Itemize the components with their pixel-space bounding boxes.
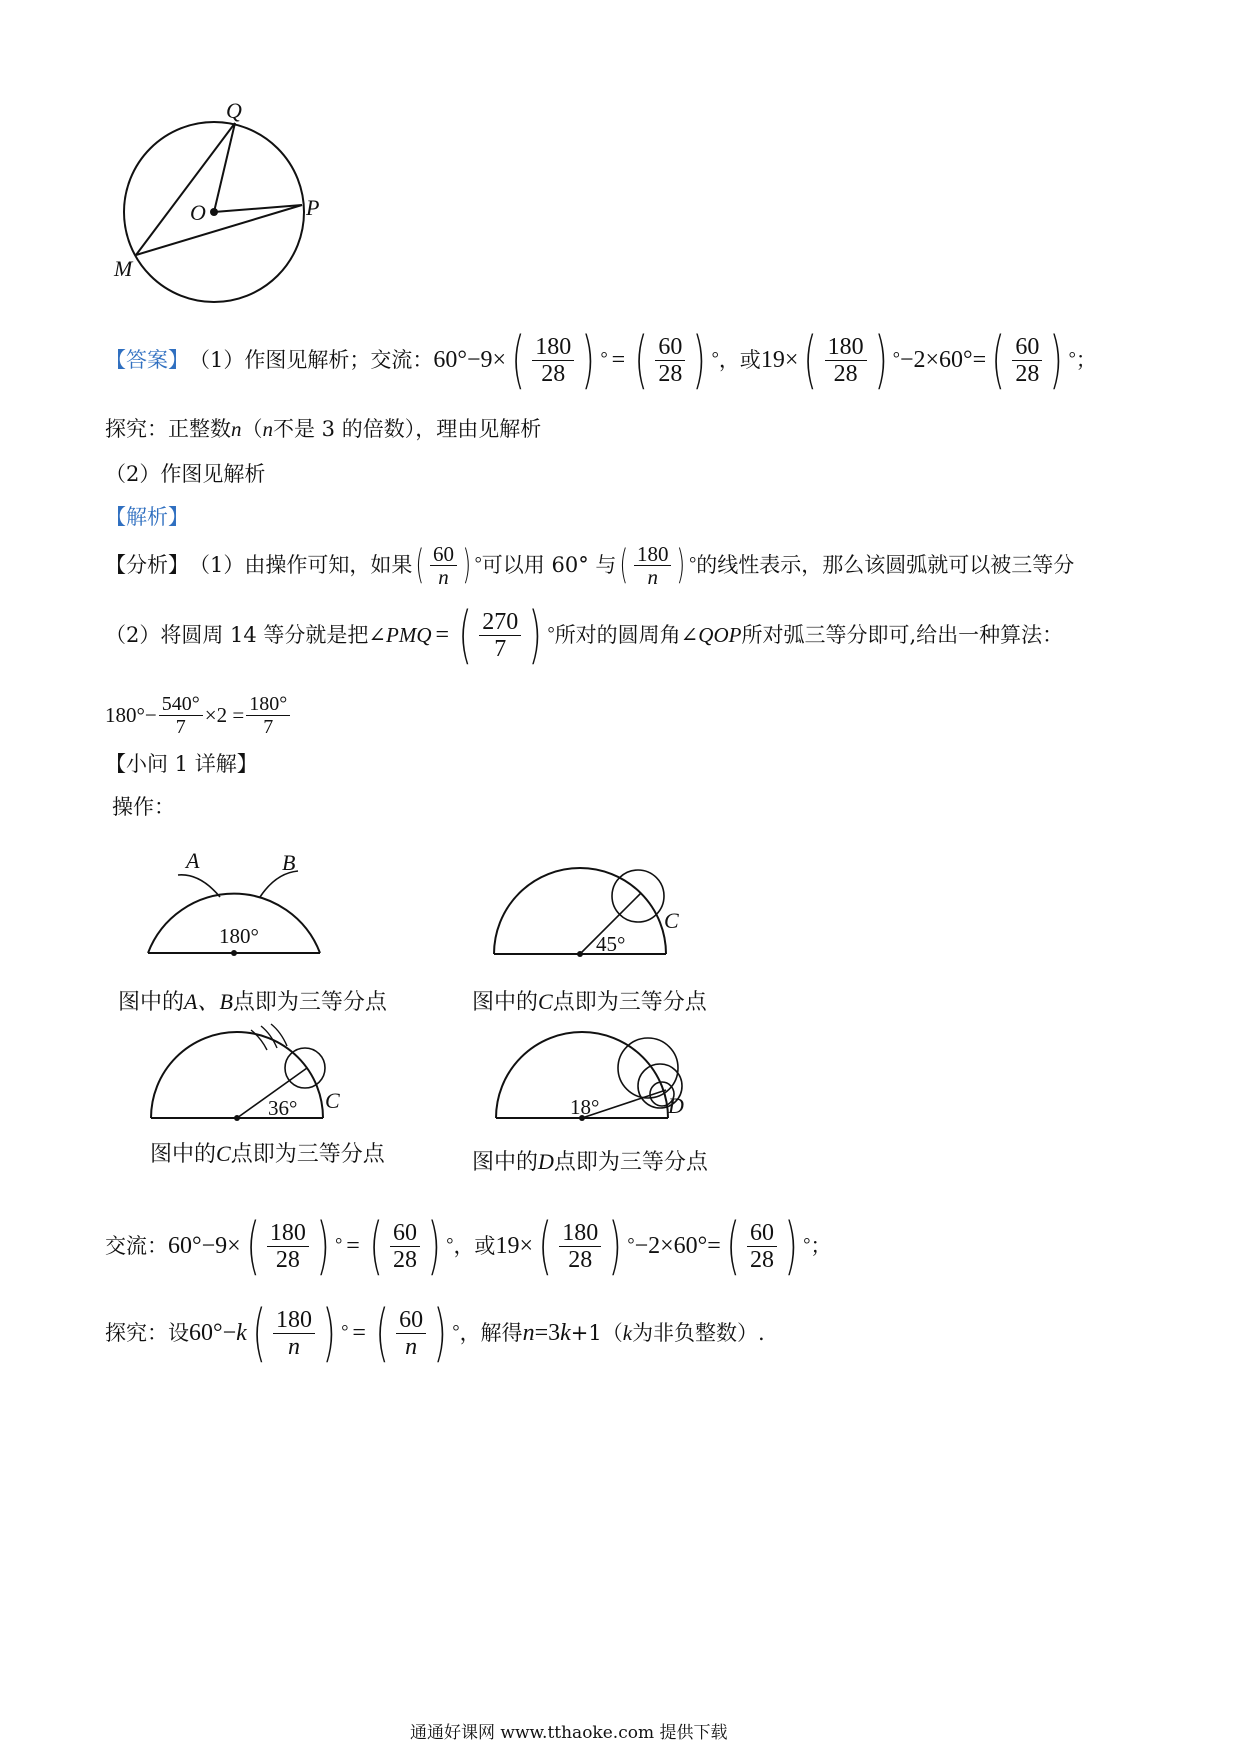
explore2-plus: +1（ (570, 1321, 623, 1345)
fig2-label-c: C (664, 908, 679, 933)
frac-num: 60 (430, 543, 457, 566)
exchange-end: ； (810, 1234, 832, 1258)
caption-pre: 图中的 (118, 990, 185, 1015)
explore2-text2: 为非负整数）. (632, 1321, 765, 1345)
caption-points: D (538, 1149, 554, 1174)
angle-qop: QOP (698, 623, 742, 647)
answer-expr-a: 60°−9× (433, 347, 507, 373)
answer-expr-b: 19× (760, 347, 799, 373)
fenxi-text1: （1）由操作可知，如果 (189, 553, 413, 577)
frac-num: 60 (390, 1220, 420, 1247)
caption-post: 点即为三等分点 (230, 1142, 385, 1167)
frac-num: 60 (1012, 334, 1042, 361)
frac-den: 28 (750, 1246, 774, 1273)
fig1-label-b: B (282, 850, 296, 875)
detail-tag: 【小问 1 详解】 (105, 752, 258, 776)
exchange-frac-1: ( $\frac{180}{28}$ ) ° (246, 1209, 343, 1282)
explore2-text1: ，解得 (459, 1321, 523, 1345)
var-n: n (262, 417, 273, 441)
var-n: n (231, 417, 242, 441)
frac-den: 28 (275, 1246, 300, 1273)
explore-rest: 不是 3 的倍数），理由见解析 (273, 417, 542, 441)
exchange-or: ，或 (453, 1234, 496, 1258)
frac-num: 180 (825, 334, 867, 361)
fig4-label-d: D (668, 1093, 684, 1118)
page-footer: 通通好课网 www.tthaoke.com 提供下载 (410, 1723, 728, 1743)
fenxi-text3: 的线性表示，那么该圆弧就可以被三等分 (696, 553, 1075, 577)
part2-text2: 所对的圆周角∠ (554, 623, 699, 647)
frac-den: 28 (568, 1246, 593, 1273)
answer-expr-c: −2×60°= (899, 347, 987, 373)
equals: = (435, 622, 450, 648)
caption-pre: 图中的 (150, 1142, 217, 1167)
frac-den: n (647, 564, 658, 589)
var-n: n (522, 1320, 535, 1346)
caption-points: A、B (184, 989, 233, 1014)
fig1-angle: 180° (219, 924, 259, 948)
fig1-label-a: A (186, 848, 200, 873)
var-k: k (622, 1321, 633, 1345)
construction-figure-3 (145, 1020, 345, 1125)
frac-den: 28 (393, 1246, 418, 1273)
caption-points: C (538, 989, 553, 1014)
var-k: k (560, 1320, 571, 1346)
frac-num: 60 (655, 334, 685, 361)
explore2-label: 探究：设 (105, 1321, 189, 1345)
answer-end: ； (1075, 348, 1097, 372)
equals: = (346, 1233, 360, 1259)
frac-den: n (405, 1333, 418, 1360)
calc-frac-2 (246, 693, 290, 738)
calc-frac-1 (159, 693, 203, 738)
point-label-m: M (114, 256, 133, 281)
frac-num: 540° (159, 693, 203, 716)
frac-num: 270 (479, 609, 521, 636)
exchange-label: 交流： (105, 1234, 168, 1258)
frac-den: 28 (658, 360, 683, 387)
equals: = (352, 1320, 366, 1346)
caption-post: 点即为三等分点 (232, 990, 387, 1015)
calc-a: 180°− (105, 703, 157, 727)
frac-den: 28 (541, 360, 566, 387)
answer-or: ，或 (718, 348, 761, 372)
frac-num: 180 (273, 1307, 315, 1334)
answer-frac-1: ( $\frac{180}{28}$ ) ° (511, 323, 608, 396)
answer-line (105, 323, 1097, 396)
fenxi-tag: 【分析】 (105, 553, 189, 577)
point-label-q: Q (226, 98, 242, 123)
fig3-label-c: C (325, 1088, 340, 1113)
explore2-expr-a: 60°− (189, 1320, 237, 1346)
construction-figure-2 (488, 860, 688, 960)
frac-den: n (438, 564, 449, 589)
analysis-tag: 【解析】 (105, 505, 189, 529)
exchange-frac-2: ( $\frac{60}{28}$ ) ° (369, 1209, 454, 1282)
answer-frac-4: ( $\frac{60}{28}$ ) ° (991, 323, 1076, 396)
exchange-line (105, 1209, 832, 1282)
frac-num: 60 (747, 1220, 777, 1247)
part2-line: （2）作图见解析 (105, 462, 266, 486)
answer-frac-3: ( $\frac{180}{28}$ ) ° (803, 323, 900, 396)
var-k: k (236, 1320, 247, 1346)
fig3-caption (150, 1137, 385, 1168)
fenxi-frac-1: ( $\frac{60}{n}$ ) ° (415, 541, 482, 589)
exchange-expr-a: 60°−9× (168, 1233, 241, 1259)
frac-den: 7 (175, 715, 186, 738)
frac-den: 28 (833, 360, 858, 387)
equals: = (611, 347, 626, 373)
exchange-frac-4: ( $\frac{60}{28}$ ) ° (726, 1209, 811, 1282)
explore2-frac-2: ( $\frac{60}{n}$ ) ° (375, 1296, 460, 1369)
frac-den: 7 (494, 635, 507, 662)
exchange-expr-c: −2×60°= (634, 1233, 721, 1259)
part2-frac: ( $\frac{270}{7}$ ) ° (458, 598, 555, 671)
calc-line (105, 690, 292, 740)
fig4-caption (472, 1145, 708, 1176)
answer-tag: 【答案】 (105, 348, 189, 372)
frac-den: 7 (263, 715, 274, 738)
explore-paren: （ (241, 417, 263, 441)
fig1-caption (118, 985, 387, 1016)
point-label-p: P (306, 195, 320, 220)
calc-b: ×2 = (204, 703, 245, 727)
part2-explain (105, 598, 1064, 671)
caption-points: C (216, 1141, 231, 1166)
frac-den: n (288, 1333, 300, 1360)
frac-den: 28 (1015, 360, 1040, 387)
fig2-angle: 45° (596, 932, 626, 956)
caption-pre: 图中的 (472, 990, 539, 1015)
angle-pmq: PMQ (386, 623, 432, 647)
frac-num: 180 (559, 1220, 601, 1247)
fenxi-line (105, 540, 1074, 590)
fig3-angle: 36° (268, 1096, 298, 1120)
fig4-angle: 18° (570, 1095, 600, 1119)
point-label-o: O (190, 200, 206, 225)
answer-part1: （1）作图见解析；交流： (189, 348, 434, 372)
caption-post: 点即为三等分点 (552, 990, 707, 1015)
answer-frac-2: ( $\frac{60}{28}$ ) ° (634, 323, 719, 396)
explore-prefix: 探究：正整数 (105, 417, 231, 441)
fenxi-frac-2: ( $\frac{180}{n}$ ) ° (619, 541, 697, 589)
frac-num: 180° (246, 693, 290, 716)
caption-pre: 图中的 (472, 1150, 539, 1175)
fenxi-text2: 可以用 60° 与 (481, 553, 617, 577)
frac-num: 180 (267, 1220, 309, 1247)
frac-num: 180 (634, 543, 672, 566)
explore2-line (105, 1296, 765, 1369)
exchange-frac-3: ( $\frac{180}{28}$ ) ° (538, 1209, 635, 1282)
exchange-expr-b: 19× (495, 1233, 533, 1259)
fig2-caption (472, 985, 707, 1016)
frac-num: 180 (532, 334, 574, 361)
caption-post: 点即为三等分点 (553, 1150, 708, 1175)
operation-label: 操作： (112, 795, 175, 819)
part2-text1: （2）将圆周 14 等分就是把∠ (105, 623, 387, 647)
explore2-eq: =3 (534, 1320, 561, 1346)
frac-num: 60 (396, 1307, 426, 1334)
part2-text3: 所对弧三等分即可,给出一种算法： (741, 623, 1064, 647)
explore-line (105, 415, 541, 443)
explore2-frac-1: ( $\frac{180}{n}$ ) ° (252, 1296, 349, 1369)
